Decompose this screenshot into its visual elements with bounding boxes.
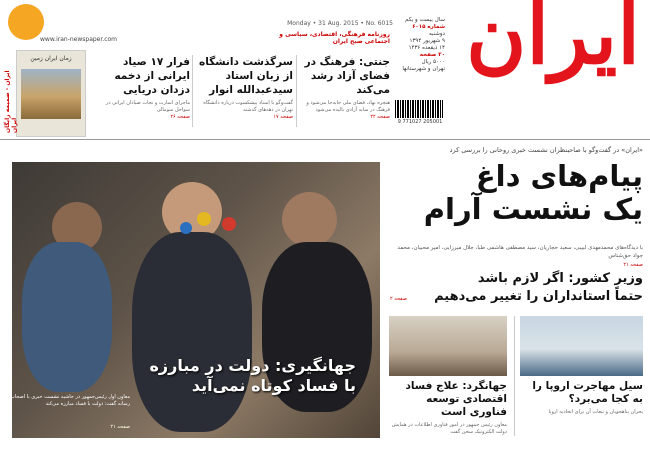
main-kicker: «ایران» در گفت‌وگو با صاحبنظران نشست خبری روحانی را بررسی کرد bbox=[449, 146, 643, 154]
governors-line2: حتماً استانداران را تغییر می‌دهیم bbox=[434, 289, 643, 304]
top-story-fishermen[interactable] bbox=[100, 55, 190, 127]
top-story-body: هنجره نهاد، فضای ملی جابه‌جا می‌شود و فرهنگ در سایه آزادی بالیده می‌شود bbox=[306, 100, 390, 113]
governors-page-ref: صفحه ۲ bbox=[390, 296, 407, 302]
photo-headline[interactable] bbox=[16, 356, 356, 396]
date-strip: Monday • 31 Aug. 2015 • No. 6015 bbox=[287, 20, 393, 27]
top-story-page: صفحه ۲۲ bbox=[370, 114, 390, 120]
masthead-title: ایران bbox=[466, 0, 640, 83]
main-headline-line2: یک نشست آرام bbox=[423, 192, 643, 226]
issue-place: تهران و شهرستانها bbox=[402, 66, 445, 72]
main-headline-line1: پیام‌های داغ bbox=[475, 159, 643, 193]
issue-hijri: ۱۴ ذیقعده ۱۴۳۶ bbox=[408, 45, 445, 51]
bottom-story-technology[interactable] bbox=[389, 380, 507, 436]
microphone-icon bbox=[180, 222, 192, 234]
top-story-headline: جنتی: فرهنگ در فضای آزاد رشد می‌کند bbox=[304, 56, 390, 96]
governors-story[interactable] bbox=[388, 270, 643, 314]
issue-price: ۵۰۰۰ ریال bbox=[421, 59, 445, 65]
top-story-body: گفت‌وگو با استاد پیشکسوت درباره دانشگاه تهران در دهه‌های گذشته bbox=[203, 100, 293, 113]
masthead bbox=[440, 0, 650, 130]
barcode-number: 9 771027 205001 bbox=[397, 119, 443, 125]
top-story-headline: سرگذشت دانشگاه از زبان استاد سیدعبدالله انوار bbox=[199, 56, 293, 96]
issue-date: ۹ شهریور ۱۳۹۴ bbox=[409, 38, 445, 44]
photo-lede: معاون اول رئیس‌جمهور در حاشیه نشست خبری با اصحاب رسانه گفت: دولت با فساد مبارزه می‌کند bbox=[10, 394, 130, 407]
main-body: با دیدگاه‌های محمدمهدی لبیبی، سعید حجاریان، سید مصطفی هاشمی طبا، جلال میرزایی، امیر محبیان، محمد جواد حق‌شناس bbox=[397, 245, 643, 259]
person-head bbox=[282, 192, 337, 247]
divider bbox=[514, 316, 515, 436]
magazine-side-text: ایران - ضمیمه رایگان ایران bbox=[4, 70, 18, 133]
top-story-headline: فرار ۱۷ صیاد ایرانی از دخمه دزدان دریایی bbox=[114, 56, 190, 96]
person-body bbox=[132, 232, 252, 432]
bottom-story-headline: جهانگرد: علاج فساد اقتصادی توسعه فناوری است bbox=[405, 380, 507, 418]
top-story-page: صفحه ۱۷ bbox=[273, 114, 293, 120]
section-divider bbox=[0, 139, 650, 140]
divider bbox=[296, 55, 297, 127]
top-story-page: صفحه ۲۶ bbox=[170, 114, 190, 120]
barcode-icon bbox=[395, 100, 443, 118]
top-story-university[interactable] bbox=[195, 55, 293, 127]
top-story-body: ماجرای اسارت و نجات صیادان ایرانی در سواحل سومالی bbox=[105, 100, 190, 113]
magazine-title: زمان ایران زمین bbox=[30, 55, 72, 62]
bottom-story-headline: سیل مهاجرت اروپا را به کجا می‌برد؟ bbox=[532, 380, 643, 405]
website-url[interactable]: www.iran-newspaper.com bbox=[40, 36, 118, 43]
magazine-side-label bbox=[4, 58, 18, 133]
magazine-supplement[interactable] bbox=[16, 50, 86, 137]
divider bbox=[192, 55, 193, 127]
top-story-culture[interactable] bbox=[300, 55, 390, 127]
governors-line1: وزیر کشور: اگر لازم باشد bbox=[477, 271, 643, 286]
issue-year: سال بیست و یکم bbox=[405, 17, 445, 23]
photo-page-ref: صفحه ۲۱ bbox=[110, 424, 130, 430]
photo-headline-line1: جهانگیری: دولت در مبارزه bbox=[149, 356, 356, 375]
microphone-icon bbox=[197, 212, 211, 226]
main-headline[interactable] bbox=[388, 160, 643, 226]
sun-logo-icon bbox=[8, 4, 44, 40]
issue-weekday: دوشنبه bbox=[429, 31, 445, 37]
newspaper-tagline: روزنامه فرهنگی، اقتصادی، سیاسی و اجتماعی صبح ایران bbox=[279, 31, 390, 45]
bottom-story-migration[interactable] bbox=[520, 380, 643, 416]
bottom-story-body: بحران پناهجویان و تبعات آن برای اتحادیه اروپا bbox=[548, 409, 643, 415]
photo-headline-line2: با فساد کوتاه نمی‌آید bbox=[191, 376, 356, 395]
issue-pages: ۲۰ صفحه bbox=[419, 52, 445, 58]
jahangard-photo bbox=[389, 316, 507, 376]
magazine-cover-image bbox=[21, 69, 81, 119]
migrants-boat-photo bbox=[520, 316, 643, 376]
main-page-ref: صفحه ۲۱ bbox=[623, 262, 643, 268]
issue-number: شماره ۶۰۱۵ bbox=[412, 24, 445, 30]
bottom-story-body: معاون رئیس جمهور در امور فناوری اطلاعات در همایش دولت الکترونیک سخن گفت bbox=[391, 422, 507, 435]
microphone-icon bbox=[222, 217, 236, 231]
